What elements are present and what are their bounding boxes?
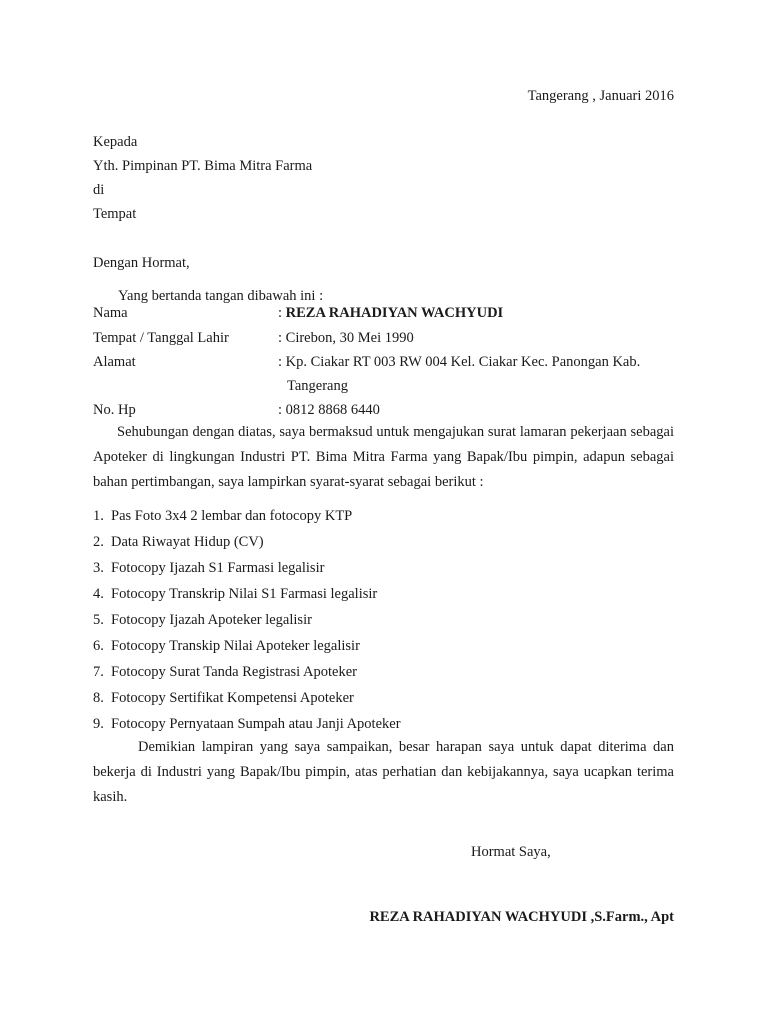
greeting: Dengan Hormat, [93,255,190,271]
list-item: 3. Fotocopy Ijazah S1 Farmasi legalisir [93,560,325,576]
field-name-value: REZA RAHADIYAN WACHYUDI [285,305,504,321]
recipient-line-2: Yth. Pimpinan PT. Bima Mitra Farma [93,158,313,174]
signature-name: REZA RAHADIYAN WACHYUDI ,S.Farm., Apt [369,909,674,925]
list-item: 4. Fotocopy Transkrip Nilai S1 Farmasi legalisir [93,586,378,602]
list-item: 5. Fotocopy Ijazah Apoteker legalisir [93,612,312,628]
list-item: 9. Fotocopy Pernyataan Sumpah atau Janji Apoteker [93,716,401,732]
list-item: 1. Pas Foto 3x4 2 lembar dan fotocopy KTP [93,508,353,524]
field-address-value: Kp. Ciakar RT 003 RW 004 Kel. Ciakar Kec. Panongan Kab. [285,354,641,370]
separator: : [278,402,286,418]
letter-date: Tangerang , Januari 2016 [527,88,674,104]
field-name-row [278,306,503,321]
field-phone-row [278,403,380,418]
field-address-label: Alamat [93,354,136,370]
list-item: 8. Fotocopy Sertifikat Kompetensi Apoteker [93,690,354,706]
field-address-value-cont: Tangerang [287,378,348,394]
field-birth-row [278,331,414,346]
recipient-line-3: di [93,182,105,198]
separator: : [278,330,286,346]
list-item: 7. Fotocopy Surat Tanda Registrasi Apoteker [93,664,357,680]
recipient-line-4: Tempat [93,206,137,222]
separator: : [278,354,286,370]
paragraph-closing: Demikian lampiran yang saya sampaikan, besar harapan saya untuk dapat diterima dan bekerja di Industri yang Bapak/Ibu pimpin, atas perhatian dan kebijakannya, saya ucapkan terima kasih. [93,739,674,805]
field-name-label: Nama [93,305,128,321]
list-item: 2. Data Riwayat Hidup (CV) [93,534,264,550]
field-phone-label: No. Hp [93,402,136,418]
field-birth-label: Tempat / Tanggal Lahir [93,330,229,346]
separator: : [278,305,286,321]
attachment-list [93,508,401,742]
paragraph-intro: Sehubungan dengan diatas, saya bermaksud untuk mengajukan surat lamaran pekerjaan sebagai Apoteker di lingkungan Industri PT. Bima Mitra Farma yang Bapak/Ibu pimpin, adapun sebagai bahan pertimbangan, saya lampirkan syarat-syarat sebagai berikut : [93,424,674,490]
field-address-row [278,355,640,370]
list-item: 6. Fotocopy Transkip Nilai Apoteker legalisir [93,638,360,654]
field-phone-value: 0812 8868 6440 [285,402,380,418]
field-birth-value: Cirebon, 30 Mei 1990 [285,330,414,346]
intro-line: Yang bertanda tangan dibawah ini : [118,288,324,304]
recipient-line-1: Kepada [93,134,138,150]
closing-salutation: Hormat Saya, [471,844,551,860]
